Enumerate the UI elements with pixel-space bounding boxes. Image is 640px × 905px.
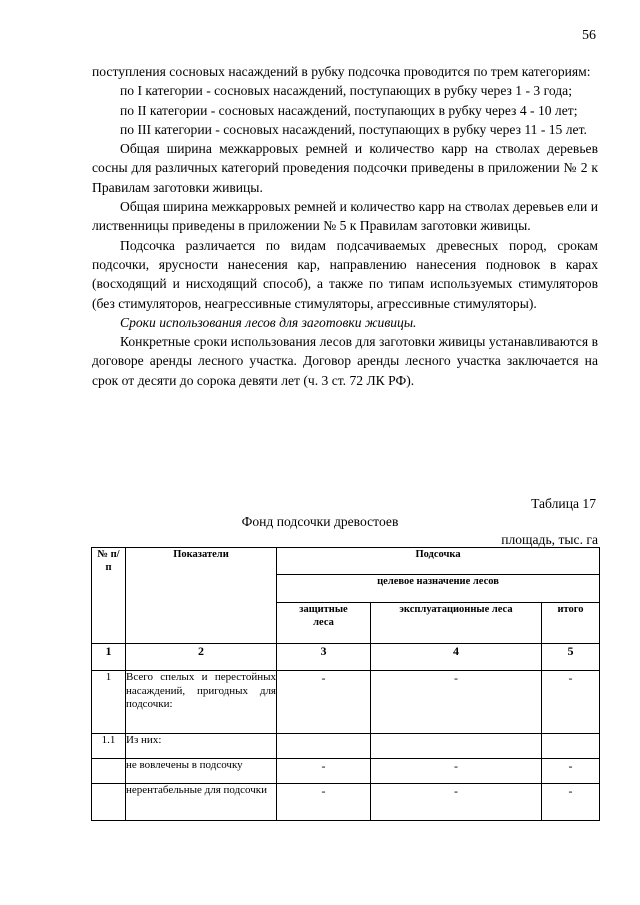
- table-row: [92, 671, 600, 734]
- value-exploitation: -: [371, 759, 542, 784]
- value-total: [542, 734, 600, 759]
- column-number: 2: [126, 644, 277, 671]
- body-text: [92, 62, 598, 390]
- header-purpose: целевое назначение лесов: [277, 575, 600, 603]
- page-number: 56: [582, 28, 596, 43]
- column-number: 1: [92, 644, 126, 671]
- header-protective: защитные леса: [277, 603, 371, 644]
- tapping-fund-table: [91, 547, 600, 821]
- paragraph: Общая ширина межкарровых ремней и количество карр на стволах деревьев сосны для различных категорий проведения подсочки приведены в приложении № 2 к Правилам заготовки живицы.: [92, 141, 598, 195]
- paragraph: поступления сосновых насаждений в рубку подсочка проводится по трем категориям:: [92, 64, 591, 79]
- table-row: [92, 734, 600, 759]
- table-label: Таблица 17: [531, 496, 596, 511]
- section-heading: Сроки использования лесов для заготовки живицы.: [120, 314, 417, 330]
- value-protective: -: [277, 784, 371, 821]
- value-total: -: [542, 759, 600, 784]
- row-label: не вовлечены в подсочку: [126, 759, 277, 784]
- value-protective: [277, 734, 371, 759]
- row-code: 1: [92, 671, 126, 734]
- table-row: [92, 759, 600, 784]
- row-code: [92, 759, 126, 784]
- header-exploitation: эксплуатационные леса: [371, 603, 542, 644]
- row-label: Всего спелых и перестойных насаждений, пригодных для подсочки:: [126, 671, 277, 734]
- row-label: нерентабельные для подсочки: [126, 784, 277, 821]
- row-label: Из них:: [126, 734, 277, 759]
- value-total: -: [542, 671, 600, 734]
- value-exploitation: -: [371, 671, 542, 734]
- row-code: [92, 784, 126, 821]
- column-number: 5: [542, 644, 600, 671]
- value-protective: -: [277, 671, 371, 734]
- table-row: [92, 784, 600, 821]
- value-protective: -: [277, 759, 371, 784]
- table-units: площадь, тыс. га: [501, 532, 598, 547]
- paragraph: по I категории - сосновых насаждений, поступающих в рубку через 1 - 3 года;: [120, 83, 572, 99]
- paragraph: Конкретные сроки использования лесов для заготовки живицы устанавливаются в договоре аренды лесного участка. Договор аренды лесного участка заключается на срок от десяти до сорока девяти лет (ч. 3 ст. 72 ЛК РФ).: [92, 334, 598, 388]
- value-exploitation: [371, 734, 542, 759]
- paragraph: Общая ширина межкарровых ремней и количество карр на стволах деревьев ели и лиственницы приведены в приложении № 5 к Правилам заготовки живицы.: [92, 199, 598, 234]
- header-tapping: Подсочка: [277, 548, 600, 575]
- paragraph: по III категории - сосновых насаждений, поступающих в рубку через 11 - 15 лет.: [120, 121, 587, 137]
- paragraph: по II категории - сосновых насаждений, поступающих в рубку через 4 - 10 лет;: [120, 102, 578, 118]
- table-title: Фонд подсочки древостоев: [241, 514, 399, 529]
- column-number: 4: [371, 644, 542, 671]
- row-code: 1.1: [92, 734, 126, 759]
- column-numbers-row: [92, 644, 600, 671]
- value-total: -: [542, 784, 600, 821]
- header-total: итого: [542, 603, 600, 644]
- header-indicators: Показатели: [126, 548, 277, 644]
- header-num: № п/п: [92, 548, 126, 644]
- value-exploitation: -: [371, 784, 542, 821]
- paragraph: Подсочка различается по видам подсачиваемых древесных пород, срокам подсочки, ярусности нанесения кар, направлению нанесения подновок в карах (восходящий и нисходящий способ), а также по типам используемых стимуляторов (без стимуляторов, неагрессивные стимуляторы, агрессивные стимуляторы).: [92, 237, 598, 311]
- column-number: 3: [277, 644, 371, 671]
